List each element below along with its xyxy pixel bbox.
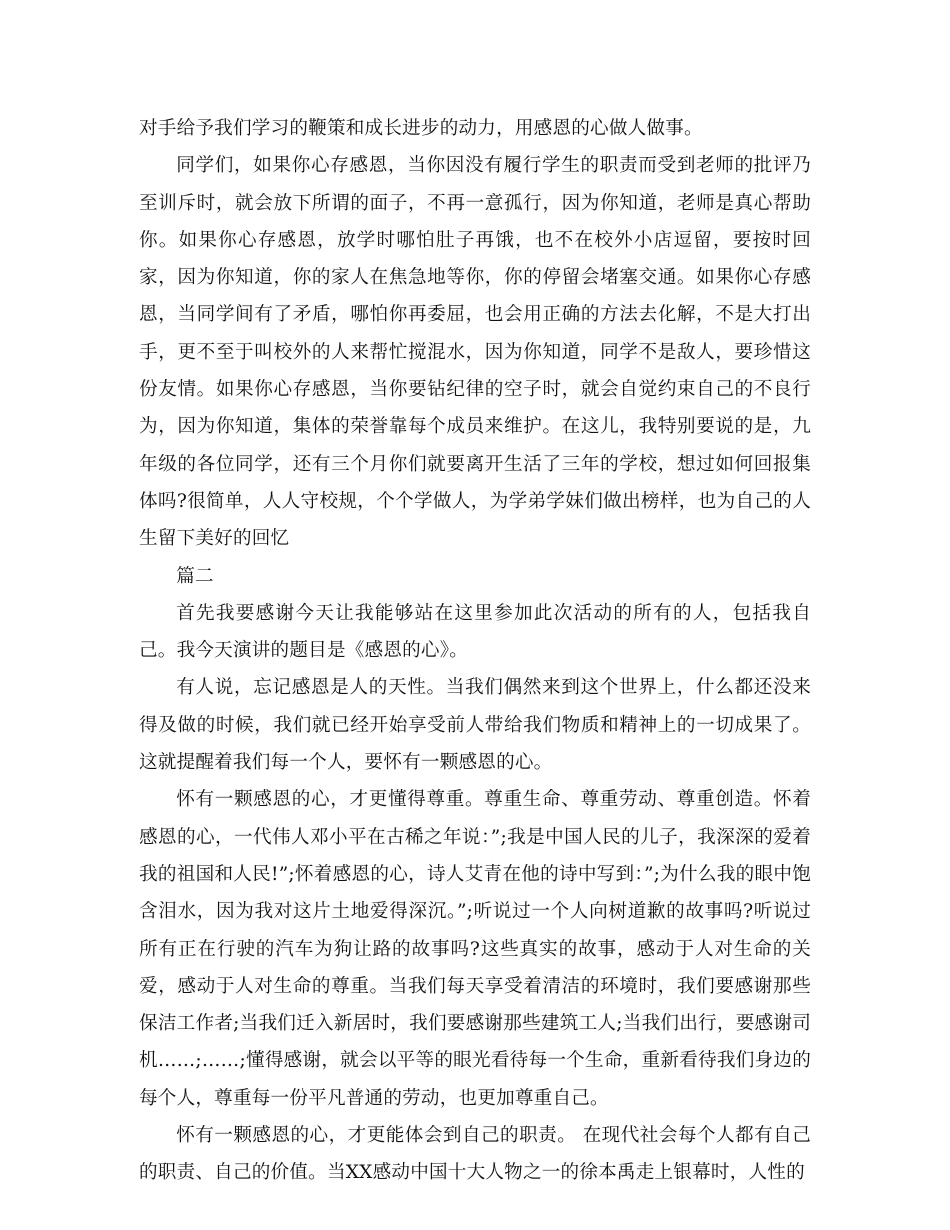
- paragraph-4: 有人说，忘记感恩是人的天性。当我们偶然来到这个世界上，什么都还没来得及做的时候，我们就已经开始享受前人带给我们物质和精神上的一切成果了。这就提醒着我们每一个人，要怀有一颗感恩的心。: [139, 677, 811, 774]
- paragraph-3: 首先我要感谢今天让我能够站在这里参加此次活动的所有的人，包括我自己。我今天演讲的题目是《感恩的心》。: [139, 602, 811, 662]
- paragraph-1: 对手给予我们学习的鞭策和成长进步的动力，用感恩的心做人做事。: [139, 118, 703, 139]
- paragraph-6: 怀有一颗感恩的心，才更能体会到自己的职责。 在现代社会每个人都有自己的职责、自己的价值。当XX感动中国十大人物之一的徐本禹走上银幕时，人性的: [139, 1125, 811, 1184]
- paragraph-2: 同学们，如果你心存感恩，当你因没有履行学生的职责而受到老师的批评乃至训斥时，就会放下所谓的面子，不再一意孤行，因为你知道，老师是真心帮助你。如果你心存感恩，放学时哪怕肚子再饿，也不在校外小店逗留，要按时回家，因为你知道，你的家人在焦急地等你，你的停留会堵塞交通。如果你心存感恩，当同学间有了矛盾，哪怕你再委屈，也会用正确的方法去化解，不是大打出手，更不至于叫校外的人来帮忙搅混水，因为你知道，同学不是敌人，要珍惜这份友情。如果你心存感恩，当你要钻纪律的空子时，就会自觉约束自己的不良行为，因为你知道，集体的荣誉靠每个成员来维护。在这儿，我特别要说的是，九年级的各位同学，还有三个月你们就要离开生活了三年的学校，想过如何回报集体吗?很简单，人人守校规，个个学做人，为学弟学妹们做出榜样，也为自己的人生留下美好的回忆: [139, 155, 811, 550]
- section-heading: 篇二: [176, 565, 214, 587]
- paragraph-5: 怀有一颗感恩的心，才更懂得尊重。尊重生命、尊重劳动、尊重创造。怀着感恩的心，一代伟人邓小平在古稀之年说：”;我是中国人民的儿子，我深深的爱着我的祖国和人民!”;怀着感恩的心，诗人艾青在他的诗中写到：”;为什么我的眼中饱含泪水，因为我对这片土地爱得深沉。”;听说过一个人向树道歉的故事吗?听说过所有正在行驶的汽车为狗让路的故事吗?这些真实的故事，感动于人对生命的关爱，感动于人对生命的尊重。当我们每天享受着清洁的环境时，我们要感谢那些保洁工作者;当我们迁入新居时，我们要感谢那些建筑工人;当我们出行，要感谢司机……;……;懂得感谢，就会以平等的眼光看待每一个生命，重新看待我们身边的每个人，尊重每一份平凡普通的劳动，也更加尊重自己。: [139, 789, 811, 1109]
- document-body: [139, 110, 811, 1192]
